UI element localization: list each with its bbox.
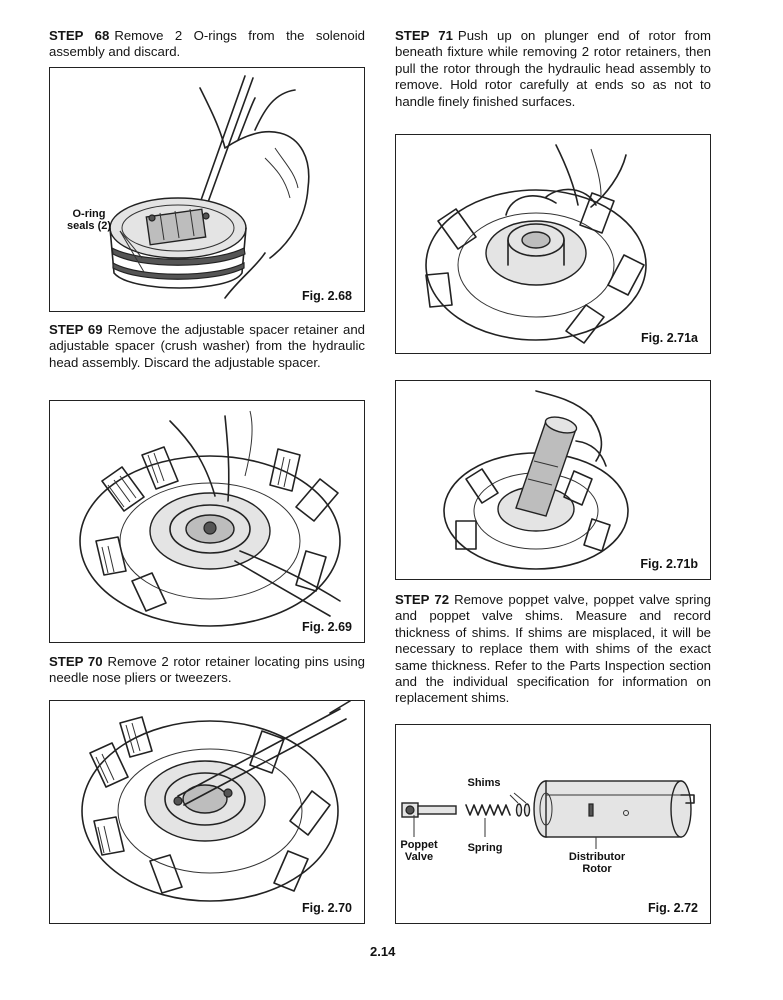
o-ring-seals-label bbox=[56, 208, 122, 232]
distributor-rotor-label bbox=[560, 851, 634, 875]
shims-label: Shims bbox=[467, 777, 501, 789]
step-72-text: Remove poppet valve, poppet valve spring and poppet valve shims. Measure and record thickness of shims. If shims are misplaced, it will be necessary to replace them with shims of the exact same thickness. Refer to the Parts Inspection section and the individual specification for information on replacement shims. bbox=[395, 592, 711, 706]
figure-2-70-caption: Fig. 2.70 bbox=[301, 901, 352, 915]
o-ring-label-line2: seals (2) bbox=[66, 220, 112, 232]
distributor-rotor-part bbox=[534, 781, 694, 849]
figure-2-71b-caption: Fig. 2.71b bbox=[640, 557, 698, 571]
figure-2-72-caption: Fig. 2.72 bbox=[647, 901, 698, 915]
spring-label: Spring bbox=[467, 842, 503, 854]
figure-2-71b bbox=[395, 380, 711, 580]
distributor-rotor-label-line2: Rotor bbox=[582, 863, 612, 875]
page-number: 2.14 bbox=[370, 944, 396, 959]
figure-2-69 bbox=[49, 400, 365, 643]
step-69 bbox=[49, 322, 365, 371]
figure-2-71a-caption: Fig. 2.71a bbox=[641, 331, 698, 345]
figure-2-69-caption: Fig. 2.69 bbox=[301, 620, 352, 634]
figure-2-71a bbox=[395, 134, 711, 354]
step-68-label: STEP 68 bbox=[49, 28, 110, 43]
poppet-valve-label-line1: Poppet bbox=[400, 839, 438, 851]
figure-2-68 bbox=[49, 67, 365, 312]
distributor-rotor-label-line1: Distributor bbox=[568, 851, 626, 863]
step-70 bbox=[49, 654, 365, 687]
step-72 bbox=[395, 592, 711, 707]
spring-part bbox=[466, 805, 510, 837]
figure-2-70 bbox=[49, 700, 365, 924]
rotor-retainer-pins-illustration bbox=[50, 701, 365, 924]
figure-2-68-caption: Fig. 2.68 bbox=[301, 289, 352, 303]
rotor-removal-illustration bbox=[396, 381, 711, 580]
step-71 bbox=[395, 28, 711, 110]
exploded-parts-illustration bbox=[396, 725, 711, 924]
rotor-retainers-illustration bbox=[396, 135, 711, 354]
hydraulic-head-illustration bbox=[50, 401, 365, 643]
step-71-text: Push up on plunger end of rotor from beneath fixture while removing 2 rotor retainers, then pull the rotor through the hydraulic head assembly to remove. Hold rotor carefully at ends so as not to handle finely finished surfaces. bbox=[395, 28, 711, 109]
shims-part bbox=[510, 793, 530, 816]
poppet-valve-part bbox=[402, 803, 456, 837]
step-69-label: STEP 69 bbox=[49, 322, 103, 337]
step-70-text: Remove 2 rotor retainer locating pins using needle nose pliers or tweezers. bbox=[49, 654, 365, 686]
step-69-text: Remove the adjustable spacer retainer and adjustable spacer (crush washer) from the hydraulic head assembly. Discard the adjustable spacer. bbox=[49, 322, 365, 370]
poppet-valve-label-line2: Valve bbox=[404, 851, 434, 863]
step-72-label: STEP 72 bbox=[395, 592, 450, 607]
step-68-text: Remove 2 O-rings from the solenoid assembly and discard. bbox=[49, 28, 365, 60]
step-70-label: STEP 70 bbox=[49, 654, 103, 669]
step-68 bbox=[49, 28, 365, 61]
figure-2-72 bbox=[395, 724, 711, 924]
solenoid-illustration bbox=[50, 68, 365, 312]
poppet-valve-label bbox=[396, 839, 442, 863]
step-71-label: STEP 71 bbox=[395, 28, 453, 43]
o-ring-label-line1: O-ring bbox=[72, 208, 106, 220]
